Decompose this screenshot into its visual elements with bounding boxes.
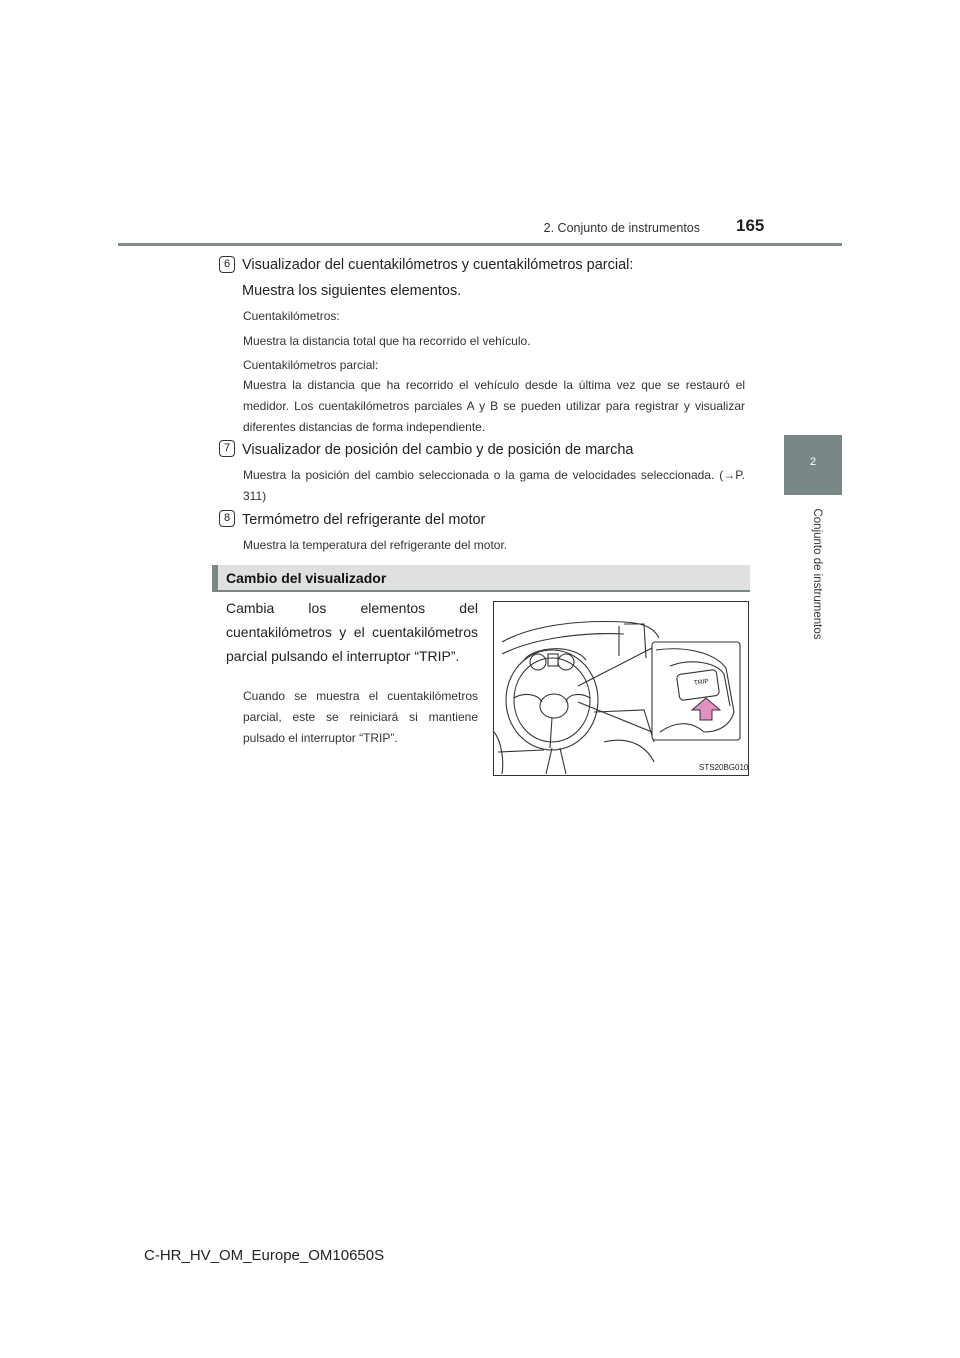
subsection-note: Cuando se muestra el cuentakilómetros parcial, este se reiniciará si mantiene pulsado el interruptor “TRIP”. <box>243 689 478 745</box>
item-6-title: Visualizador del cuentakilómetros y cuentakilómetros parcial: <box>242 257 634 273</box>
trip-button-label: TRIP <box>693 678 710 687</box>
page-number: 165 <box>736 216 765 235</box>
item-6-line-3: Cuentakilómetros parcial: <box>243 358 379 372</box>
trip-switch-illustration <box>493 601 749 776</box>
item-6-line-2: Muestra la distancia total que ha recorrido el vehículo. <box>243 334 531 348</box>
subsection-body: Cambia los elementos del cuentakilómetros y el cuentakilómetros parcial pulsando el interruptor “TRIP”. <box>226 600 478 664</box>
item-number-7: 7 <box>219 440 235 457</box>
header-rule <box>118 243 842 246</box>
item-number-8: 8 <box>219 510 235 527</box>
chapter-side-label: Conjunto de instrumentos <box>811 508 823 640</box>
dashboard-drawing <box>494 602 747 774</box>
chapter-tab-number: 2 <box>809 456 817 468</box>
item-6-line-4: Muestra la distancia que ha recorrido el vehículo desde la última vez que se restauró el medidor. Los cuentakilómetros parciales A y B se pueden utilizar para registrar y visualizar diferentes distancias de forma independiente. <box>243 378 745 434</box>
section-header: 2. Conjunto de instrumentos <box>543 221 700 235</box>
document-id: C-HR_HV_OM_Europe_OM10650S <box>144 1247 385 1264</box>
item-8-title: Termómetro del refrigerante del motor <box>242 512 486 528</box>
item-8-text: Muestra la temperatura del refrigerante del motor. <box>243 538 508 552</box>
subsection-title: Cambio del visualizador <box>226 570 387 586</box>
item-6-line-1: Cuentakilómetros: <box>243 309 340 323</box>
item-7-title: Visualizador de posición del cambio y de posición de marcha <box>242 442 634 458</box>
subsection-rule <box>212 590 750 592</box>
figure-code: STS20BG010 <box>699 763 749 772</box>
item-6-subtitle: Muestra los siguientes elementos. <box>242 283 462 299</box>
item-number-6: 6 <box>219 256 235 273</box>
item-7-text: Muestra la posición del cambio seleccionada o la gama de velocidades seleccionada. (→P. 311) <box>243 468 745 503</box>
